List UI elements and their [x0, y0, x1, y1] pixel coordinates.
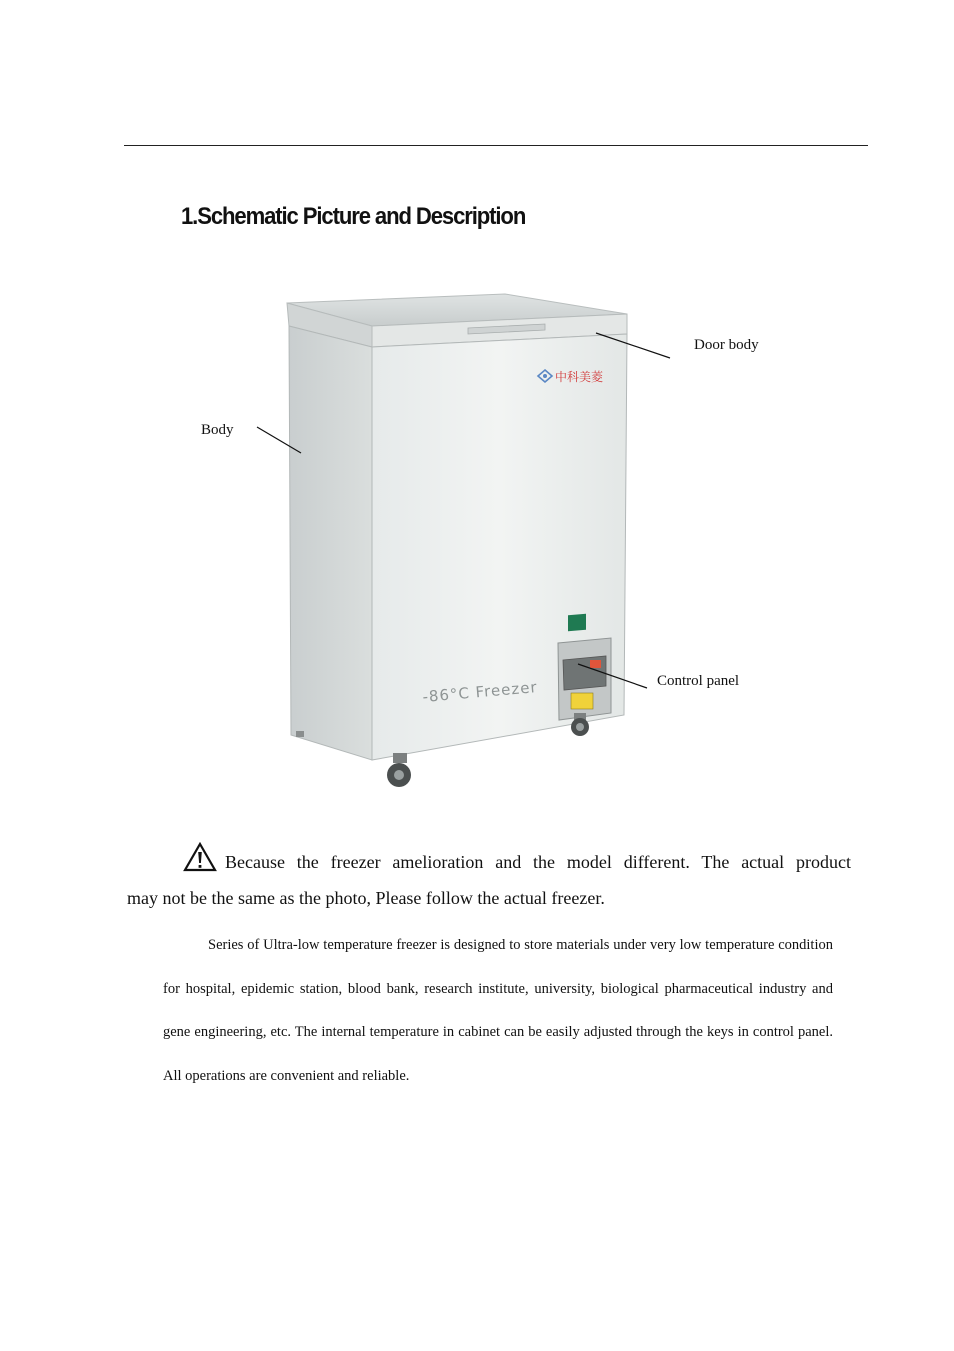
- body-label: Body: [201, 422, 234, 438]
- warning-notice: [127, 842, 851, 916]
- freezer-model-label: -86°C Freezer: [421, 678, 539, 706]
- freezer-photo: [287, 294, 627, 787]
- warning-triangle-icon: [183, 842, 217, 872]
- front-left-caster: [387, 753, 411, 787]
- door-body-label: Door body: [694, 337, 759, 353]
- description-paragraph: Series of Ultra-low temperature freezer is designed to store materials under very low temperature condition for hospital, epidemic station, blood bank, research institute, university, biological pharmaceutical industry and gene engineering, etc. The internal temperature in cabinet can be easily adjusted through the keys in control panel. All operations are convenient and reliable.: [163, 937, 833, 1084]
- warning-text-line-2: may not be the same as the photo, Please follow the actual freezer.: [127, 888, 605, 908]
- warning-line-1: [127, 842, 851, 880]
- warning-text-line-1: Because the freezer amelioration and the model different. The actual product: [225, 852, 851, 872]
- section-title: 1.Schematic Picture and Description: [181, 203, 526, 230]
- control-panel-label: Control panel: [657, 673, 740, 689]
- svg-text:中科美菱: 中科美菱: [555, 370, 604, 384]
- rear-left-caster: [296, 731, 304, 737]
